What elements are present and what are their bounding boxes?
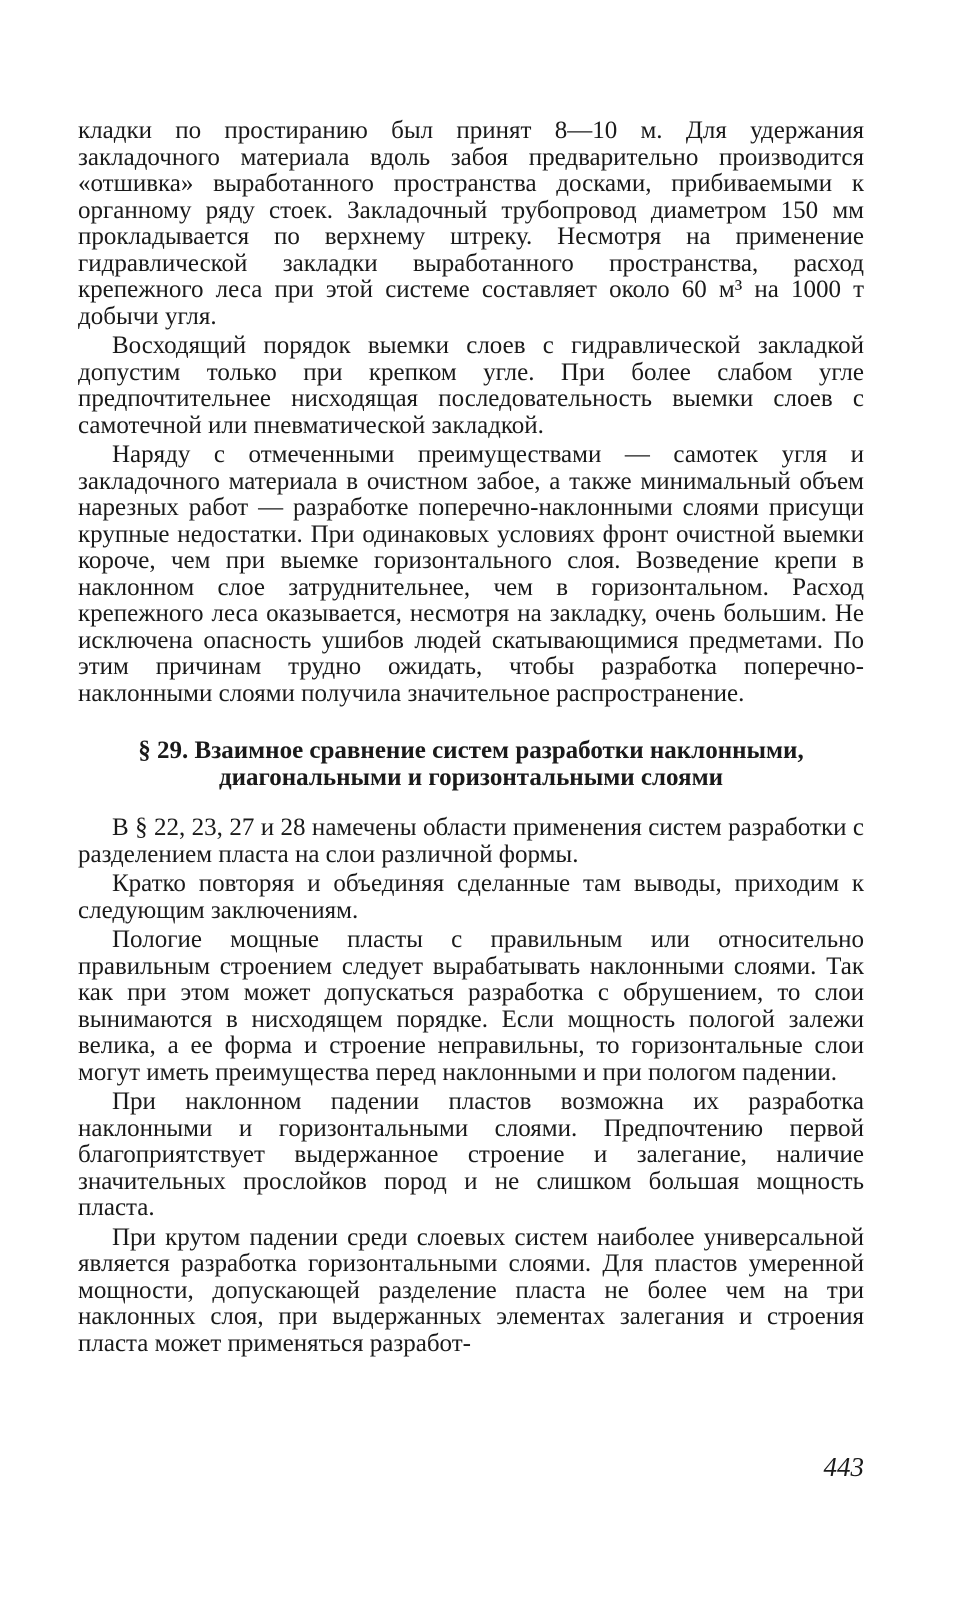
paragraph-summary-intro: Кратко повторяя и объединяя сделанные там выводы, приходим к следующим заключениям. [78, 870, 864, 924]
paragraph-ascending-order: Восходящий порядок выемки слоев с гидравлической закладкой допустим только при крепком угле. При более слабом угле предпочтительнее нисходящая последовательность выемки слоев с самотечной или пневматической закладкой. [78, 332, 864, 439]
page-body [78, 118, 864, 1357]
paragraph-inclined-seams: При наклонном падении пластов возможна их разработка наклонными и горизонтальными слоями. Предпочтению первой благоприятствует выдержанное строение и залегание, наличие значительных прослойков пород и не слишком большая мощность пласта. [78, 1088, 864, 1221]
paragraph-drawbacks: Наряду с отмеченными преимуществами — самотек угля и закладочного материала в очистном забое, а также минимальный объем нарезных работ — разработке поперечно-наклонными слоями присущи крупные недостатки. При одинаковых условиях фронт очистной выемки короче, чем при выемке горизонтального слоя. Возведение крепи в наклонном слое затруднительнее, чем в горизонтальном. Расход крепежного леса оказывается, несмотря на закладку, очень большим. Не исключена опасность ушибов людей скатывающимися предметами. По этим причинам трудно ожидать, чтобы разработка поперечно-наклонными слоями получила значительное распространение. [78, 441, 864, 707]
paragraph-flat-seams: Пологие мощные пласты с правильным или относительно правильным строением следует вырабатывать наклонными слоями. Так как при этом может допускаться разработка с обрушением, то слои вынимаются в нисходящем порядке. Если мощность пологой залежи велика, а ее форма и строение неправильны, то горизонтальные слои могут иметь преимущества перед наклонными и при пологом падении. [78, 926, 864, 1086]
section-heading-line-2: диагональными и горизонтальными слоями [218, 764, 724, 791]
section-heading [78, 737, 864, 791]
paragraph-references: В § 22, 23, 27 и 28 намечены области применения систем разработки с разделением пласта на слои различной формы. [78, 814, 864, 868]
paragraph-steep-seams: При крутом падении среди слоевых систем наиболее универсальной является разработка горизонтальными слоями. Для пластов умеренной мощности, допускающей разделение пласта не более чем на три наклонных слоя, при выдержанных элементах залегания и строения пласта может применяться разработ- [78, 1223, 864, 1357]
page-number: 443 [823, 1452, 864, 1482]
paragraph-continuation: кладки по простиранию был принят 8—10 м. Для удержания закладочного материала вдоль забоя предварительно производится «отшивка» выработанного пространства досками, прибиваемыми к органному ряду стоек. Закладочный трубопровод диаметром 150 мм прокладывается по верхнему штреку. Несмотря на применение гидравлической закладки выработанного пространства, расход крепежного леса при этой системе составляет около 60 м³ на 1000 т добычи угля. [78, 117, 864, 330]
section-heading-line-1: § 29. Взаимное сравнение систем разработки наклонными, [138, 737, 804, 764]
